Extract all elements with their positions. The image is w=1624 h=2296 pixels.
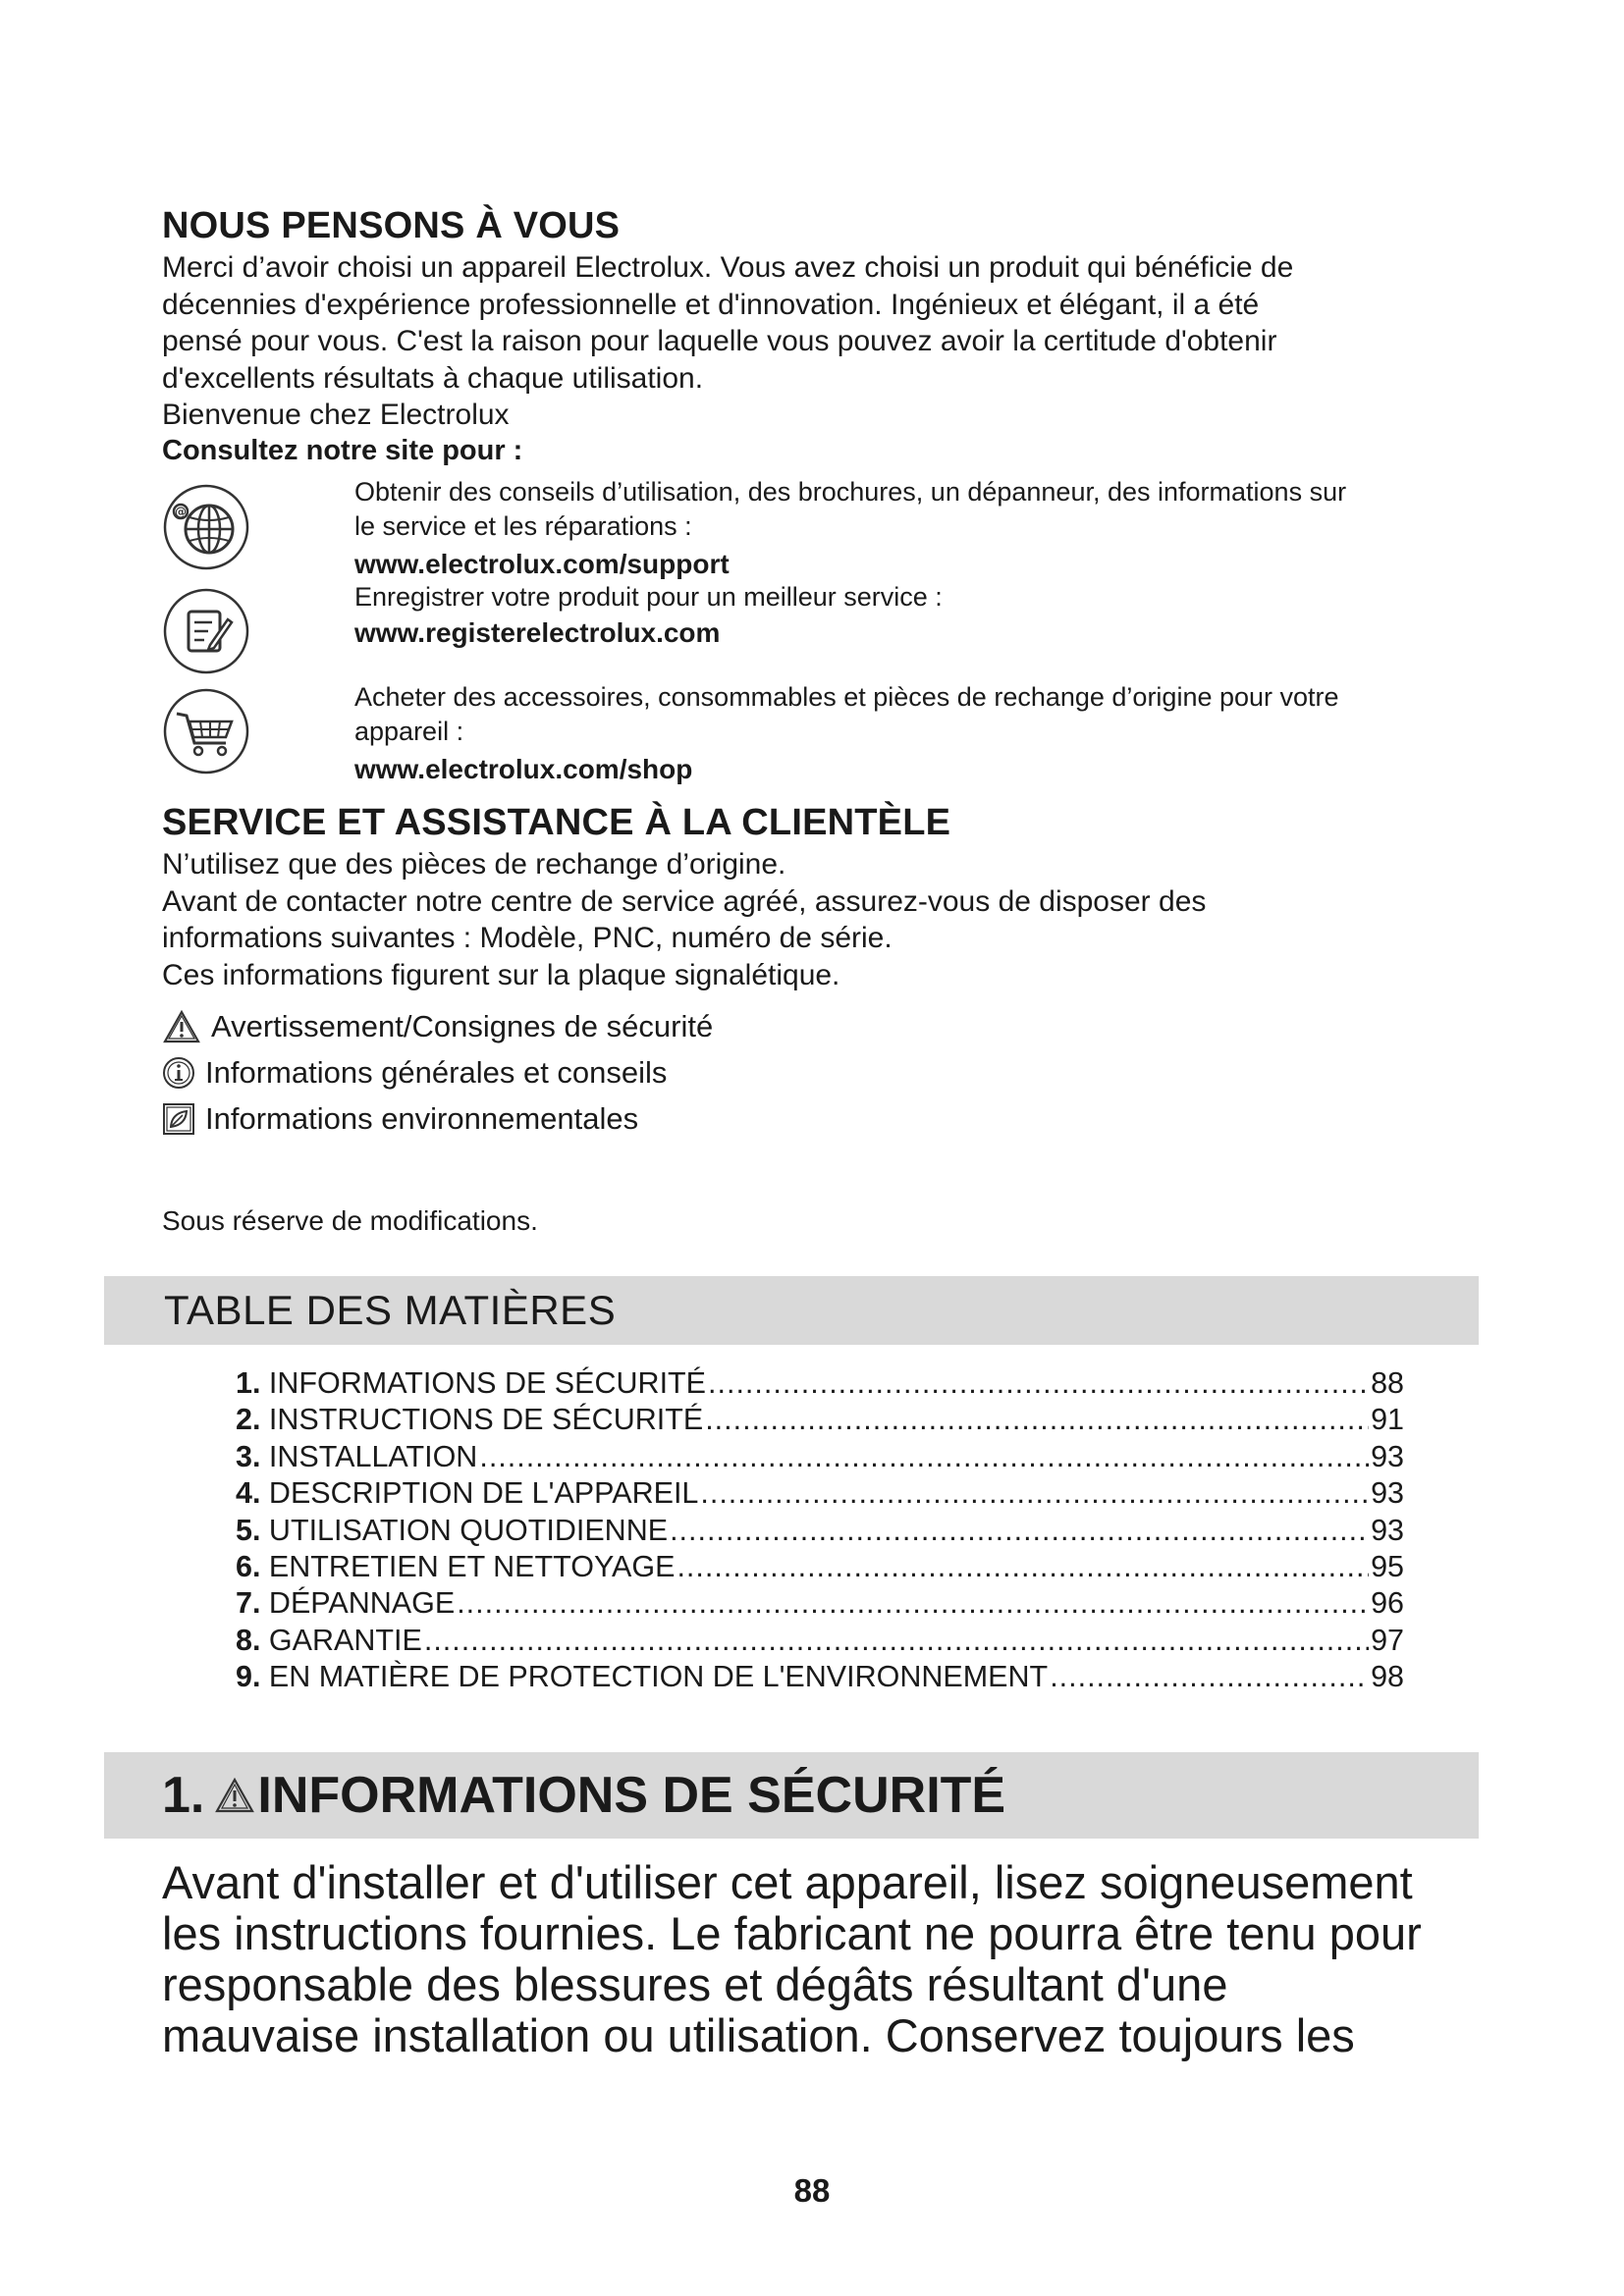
toc-item[interactable]: 3. INSTALLATION ..... 93	[236, 1439, 1404, 1475]
toc-title: TABLE DES MATIÈRES	[164, 1287, 617, 1333]
toc-list	[236, 1365, 1404, 1696]
warning-icon	[162, 1009, 201, 1044]
svg-text:@: @	[175, 505, 187, 519]
welcome-line: Merci d’avoir choisi un appareil Electrolux. Vous avez choisi un produit qui bénéficie de	[162, 251, 1294, 284]
welcome-line: pensé pour vous. C'est la raison pour laquelle vous pouvez avoir la certitude d'obtenir	[162, 325, 1277, 357]
support-link[interactable]: www.electrolux.com/support	[354, 549, 730, 579]
register-icon	[161, 586, 251, 676]
service-heading: SERVICE ET ASSISTANCE À LA CLIENTÈLE	[162, 802, 951, 843]
info-icon	[162, 1056, 195, 1090]
disclaimer: Sous réserve de modifications.	[162, 1205, 538, 1236]
toc-item[interactable]: 4. DESCRIPTION DE L'APPAREIL ..... 93	[236, 1475, 1404, 1512]
shop-cart-icon	[161, 686, 251, 776]
warning-icon	[214, 1777, 255, 1814]
toc-item[interactable]: 1. INFORMATIONS DE SÉCURITÉ ..... 88	[236, 1365, 1404, 1402]
welcome-heading: NOUS PENSONS À VOUS	[162, 205, 621, 246]
shop-link[interactable]: www.electrolux.com/shop	[354, 754, 693, 784]
toc-item[interactable]: 6. ENTRETIEN ET NETTOYAGE ..... 95	[236, 1549, 1404, 1585]
globe-icon	[161, 482, 251, 572]
toc-item[interactable]: 9. EN MATIÈRE DE PROTECTION DE L'ENVIRONNEMENT ..... 98	[236, 1659, 1404, 1695]
legend-info: Informations générales et conseils	[162, 1053, 667, 1093]
welcome-paragraph	[162, 249, 1458, 434]
register-description: Enregistrer votre produit pour un meilleur service :	[354, 582, 943, 612]
legend-environment: Informations environnementales	[162, 1099, 638, 1139]
environment-icon	[162, 1102, 195, 1136]
section1-intro: Avant d'installer et d'utiliser cet appareil, lisez soigneusement les instructions fournies. Le fabricant ne pourra être tenu pour responsable des blessures et dégâts résultant d'une mauvaise installation ou utilisation. Conservez toujours les	[162, 1856, 1422, 2061]
toc-item[interactable]: 7. DÉPANNAGE ..... 96	[236, 1585, 1404, 1622]
toc-item[interactable]: 5. UTILISATION QUOTIDIENNE ..... 93	[236, 1513, 1404, 1549]
visit-label: Consultez notre site pour :	[162, 435, 523, 466]
toc-item[interactable]: 2. INSTRUCTIONS DE SÉCURITÉ ..... 91	[236, 1402, 1404, 1438]
shop-description: Acheter des accessoires, consommables et pièces de rechange d’origine pour votre appareil :	[354, 682, 1339, 746]
welcome-greeting: Bienvenue chez Electrolux	[162, 399, 510, 431]
service-paragraph: N’utilisez que des pièces de rechange d’origine. Avant de contacter notre centre de service agréé, assurez-vous de disposer des informations suivantes : Modèle, PNC, numéro de série. Ces informations figurent sur la plaque signalétique.	[162, 848, 1207, 991]
page-number: 88	[793, 2172, 831, 2209]
toc-item[interactable]: 8. GARANTIE ..... 97	[236, 1623, 1404, 1659]
support-description: Obtenir des conseils d’utilisation, des brochures, un dépanneur, des informations sur le service et les réparations :	[354, 477, 1347, 541]
register-link[interactable]: www.registerelectrolux.com	[354, 617, 721, 648]
legend-warning: Avertissement/Consignes de sécurité	[162, 1007, 713, 1046]
welcome-line: décennies d'expérience professionnelle et d'innovation. Ingénieux et élégant, il a été	[162, 288, 1260, 321]
welcome-line: d'excellents résultats à chaque utilisation.	[162, 361, 704, 395]
section1-title: 1. INFORMATIONS DE SÉCURITÉ	[162, 1767, 1006, 1824]
